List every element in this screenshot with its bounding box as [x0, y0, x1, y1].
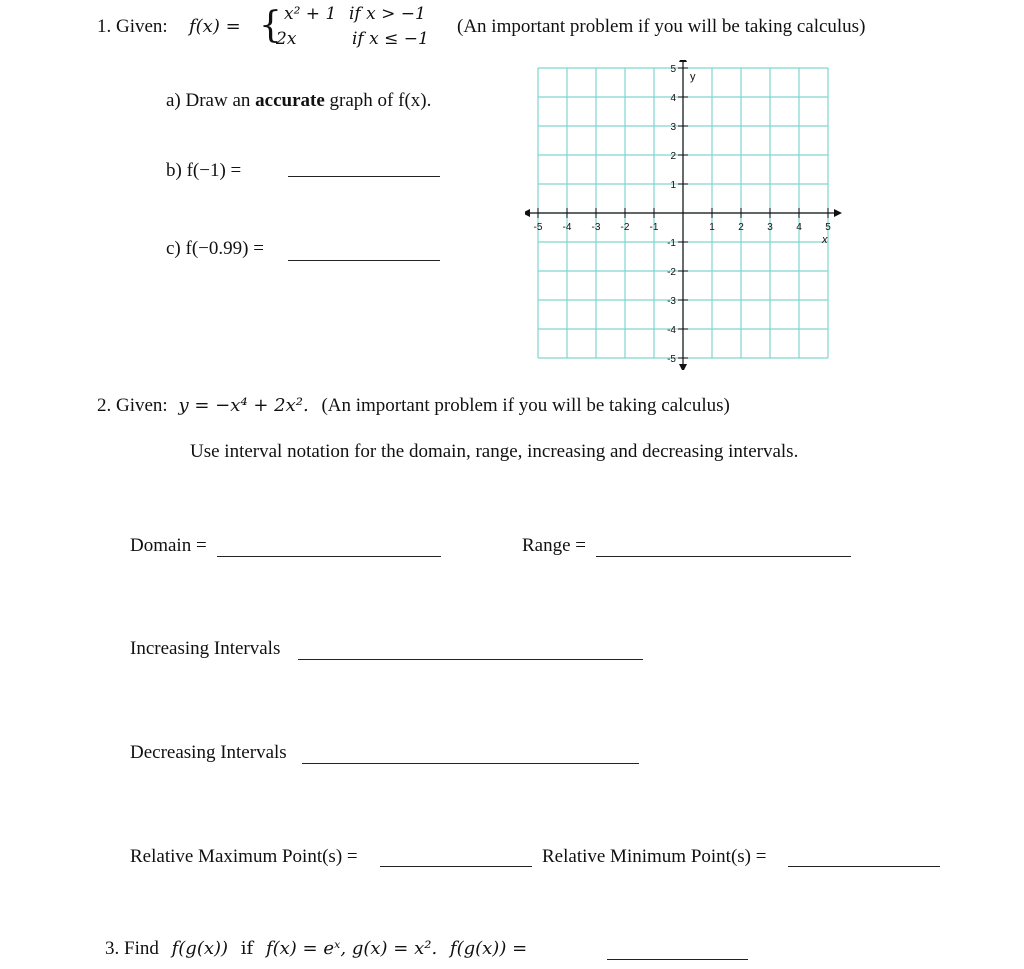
y-tick-label: 4 — [670, 93, 676, 104]
problem2-calculus-note: (An important problem if you will be taking calculus) — [321, 395, 730, 416]
x-tick-label: -5 — [533, 222, 543, 233]
y-tick-label: 5 — [670, 64, 676, 75]
piecewise-case2-condition: if x ≤ −1 — [352, 29, 429, 49]
range-answer-line[interactable] — [596, 555, 851, 557]
piecewise-case2-expression: 2x — [276, 29, 297, 49]
problem2-given — [97, 395, 730, 417]
problem3-if: if — [240, 938, 254, 959]
y-tick-label: -2 — [667, 267, 676, 278]
x-tick-label: -1 — [649, 222, 659, 233]
coordinate-grid[interactable] — [525, 60, 845, 370]
x-tick-label: -4 — [562, 222, 572, 233]
problem2-prefix: 2. Given: — [97, 395, 168, 416]
x-tick-label: 1 — [709, 222, 715, 233]
piecewise-case1-condition: if x > −1 — [349, 4, 426, 24]
y-axis-arrow-up — [679, 60, 687, 62]
problem2-equation: y = −x⁴ + 2x². — [178, 395, 309, 416]
problem3-prompt — [105, 938, 527, 960]
x-tick-label: 3 — [767, 222, 773, 233]
x-axis-arrow-right — [834, 209, 842, 217]
part-b-answer-line[interactable] — [288, 175, 440, 177]
domain-answer-line[interactable] — [217, 555, 441, 557]
piecewise-case1-expression: x² + 1 — [284, 4, 337, 24]
problem3-composition-equals: f(g(x)) = — [449, 938, 528, 959]
x-tick-label: -3 — [591, 222, 601, 233]
y-tick-label: -3 — [667, 296, 676, 307]
relative-maximum-answer-line[interactable] — [380, 865, 532, 867]
relative-maximum-label: Relative Maximum Point(s) = — [130, 846, 358, 867]
part-c-prompt: c) f(−0.99) = — [166, 238, 264, 259]
piecewise-brace: { — [259, 5, 282, 46]
part-a-text-pre: a) Draw an — [166, 90, 251, 111]
domain-label: Domain = — [130, 535, 207, 556]
problem1-calculus-note: (An important problem if you will be taking calculus) — [457, 16, 866, 37]
y-tick-label: -4 — [667, 325, 676, 336]
y-tick-label: 1 — [670, 180, 676, 191]
y-axis-label: y — [690, 71, 696, 83]
axes — [525, 60, 842, 370]
problem3-definitions: f(x) = eˣ, g(x) = x². — [265, 938, 438, 959]
relative-minimum-label: Relative Minimum Point(s) = — [542, 846, 767, 867]
increasing-intervals-answer-line[interactable] — [298, 658, 643, 660]
x-tick-label: 5 — [825, 222, 831, 233]
decreasing-intervals-label: Decreasing Intervals — [130, 742, 287, 763]
problem2-instruction: Use interval notation for the domain, range, increasing and decreasing intervals. — [190, 441, 799, 462]
problem1-prefix: 1. Given: — [97, 16, 168, 37]
decreasing-intervals-answer-line[interactable] — [302, 762, 639, 764]
problem3-prefix: 3. Find — [105, 938, 159, 959]
problem3-answer-line[interactable] — [607, 958, 748, 960]
x-tick-label: 2 — [738, 222, 744, 233]
part-a-text-post: graph of f(x). — [329, 90, 432, 111]
y-tick-label: 3 — [670, 122, 676, 133]
part-b-prompt: b) f(−1) = — [166, 160, 242, 181]
part-a-prompt — [166, 90, 431, 112]
part-c-answer-line[interactable] — [288, 259, 440, 261]
y-tick-label: -5 — [667, 354, 676, 365]
y-axis-arrow-down — [679, 364, 687, 370]
y-tick-label: 2 — [670, 151, 676, 162]
y-tick-label: -1 — [667, 238, 676, 249]
relative-minimum-answer-line[interactable] — [788, 865, 940, 867]
tick-labels — [534, 64, 832, 365]
part-a-text-bold: accurate — [255, 90, 325, 111]
x-axis-label: x — [822, 234, 828, 246]
problem1-function-label: f(x) = — [189, 16, 241, 37]
x-axis-arrow-left — [525, 209, 530, 217]
x-tick-label: 4 — [796, 222, 802, 233]
x-tick-label: -2 — [620, 222, 630, 233]
problem3-composition: f(g(x)) — [171, 938, 229, 959]
increasing-intervals-label: Increasing Intervals — [130, 638, 281, 659]
range-label: Range = — [522, 535, 587, 556]
